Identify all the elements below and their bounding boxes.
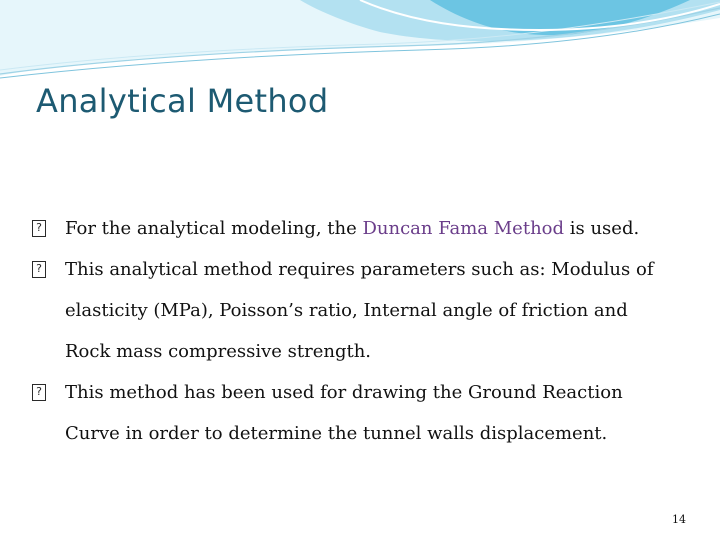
bullet-text: For the analytical modeling, the	[65, 218, 363, 239]
bullet-line: This analytical method requires parameters such as: Modulus of	[65, 259, 654, 280]
bullet-line: elasticity (MPa), Poisson’s ratio, Internal angle of friction and	[65, 300, 628, 321]
bullet-item	[30, 372, 690, 454]
bullet-glyph-icon: ?	[32, 384, 46, 401]
bullet-line: Curve in order to determine the tunnel walls displacement.	[65, 423, 608, 444]
highlighted-method-name: Duncan Fama Method	[362, 218, 565, 239]
bullet-line: This method has been used for drawing the Ground Reaction	[65, 382, 623, 403]
page-number: 14	[672, 513, 686, 526]
bullet-item	[30, 249, 690, 372]
bullet-list	[30, 208, 690, 454]
bullet-item	[30, 208, 690, 249]
bullet-line: Rock mass compressive strength.	[65, 341, 372, 362]
bullet-glyph-icon: ?	[32, 261, 46, 278]
bullet-glyph-icon: ?	[32, 220, 46, 237]
bullet-text: is used.	[564, 218, 640, 239]
slide-title: Analytical Method	[36, 82, 329, 120]
bullet-line	[65, 208, 690, 249]
header-wave-decoration	[0, 0, 720, 90]
